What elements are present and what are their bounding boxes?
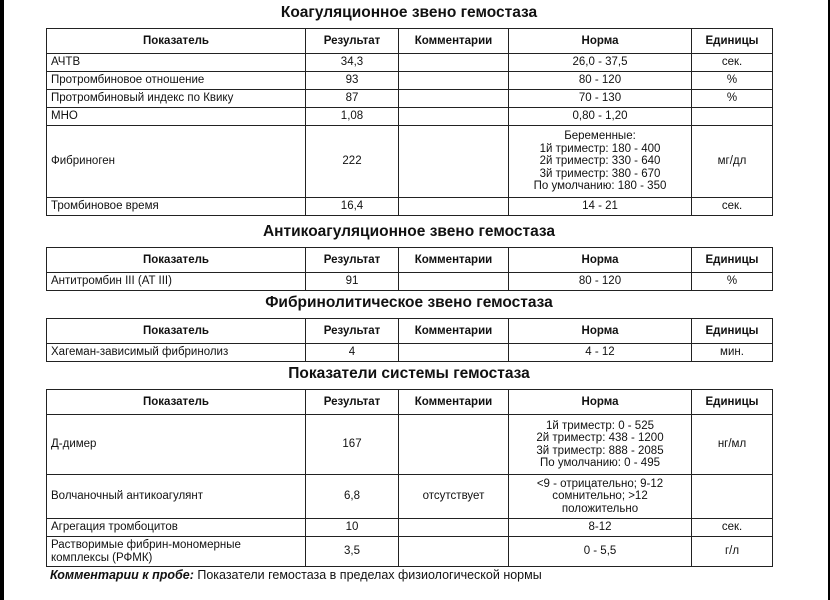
test-comment bbox=[399, 126, 509, 198]
test-result: 10 bbox=[306, 519, 399, 537]
test-result: 16,4 bbox=[306, 198, 399, 216]
test-norm: 8-12 bbox=[509, 519, 692, 537]
test-name: Протромбиновый индекс по Квику bbox=[47, 90, 306, 108]
test-comment bbox=[399, 90, 509, 108]
test-name: Д-димер bbox=[47, 415, 306, 475]
test-name: Растворимые фибрин-мономерные комплексы (РФМК) bbox=[47, 537, 306, 567]
table-row bbox=[47, 273, 773, 291]
test-comment bbox=[399, 537, 509, 567]
header-comment: Комментарии bbox=[399, 248, 509, 273]
norm-line: <9 - отрицательно; 9-12 bbox=[536, 477, 664, 490]
test-name: Агрегация тромбоцитов bbox=[47, 519, 306, 537]
header-norm: Норма bbox=[509, 319, 692, 344]
test-name: Протромбиновое отношение bbox=[47, 72, 306, 90]
section-title-coagulation: Коагуляционное звено гемостаза bbox=[280, 4, 538, 21]
sample-comment-label: Комментарии к пробе: bbox=[50, 568, 194, 582]
test-norm bbox=[509, 475, 692, 519]
test-name: Волчаночный антикоагулянт bbox=[47, 475, 306, 519]
test-units: сек. bbox=[692, 198, 773, 216]
test-comment bbox=[399, 273, 509, 291]
test-norm: 0,80 - 1,20 bbox=[509, 108, 692, 126]
header-name: Показатель bbox=[47, 390, 306, 415]
test-norm: 0 - 5,5 bbox=[509, 537, 692, 567]
test-norm: 4 - 12 bbox=[509, 344, 692, 362]
header-comment: Комментарии bbox=[399, 319, 509, 344]
test-units: мин. bbox=[692, 344, 773, 362]
test-name: Тромбиновое время bbox=[47, 198, 306, 216]
header-name: Показатель bbox=[47, 29, 306, 54]
table-row bbox=[47, 537, 773, 567]
table-row bbox=[47, 519, 773, 537]
test-comment: отсутствует bbox=[399, 475, 509, 519]
header-norm: Норма bbox=[509, 29, 692, 54]
test-units: сек. bbox=[692, 54, 773, 72]
test-result: 3,5 bbox=[306, 537, 399, 567]
header-name: Показатель bbox=[47, 319, 306, 344]
test-norm: 14 - 21 bbox=[509, 198, 692, 216]
test-comment bbox=[399, 54, 509, 72]
test-name: Фибриноген bbox=[47, 126, 306, 198]
section-title-fibrinolysis: Фибринолитическое звено гемостаза bbox=[265, 294, 553, 311]
test-comment bbox=[399, 72, 509, 90]
test-name: Хагеман-зависимый фибринолиз bbox=[47, 344, 306, 362]
test-units: % bbox=[692, 90, 773, 108]
table-row bbox=[47, 415, 773, 475]
table-header-row bbox=[47, 319, 773, 344]
test-result: 34,3 bbox=[306, 54, 399, 72]
norm-line: 3й триместр: 380 - 670 bbox=[539, 167, 661, 180]
header-result: Результат bbox=[306, 248, 399, 273]
table-row bbox=[47, 126, 773, 198]
test-norm: 80 - 120 bbox=[509, 72, 692, 90]
test-norm: 26,0 - 37,5 bbox=[509, 54, 692, 72]
test-comment bbox=[399, 415, 509, 475]
norm-line: 3й триместр: 888 - 2085 bbox=[536, 444, 664, 457]
test-units: мг/дл bbox=[692, 126, 773, 198]
section-title-hemostasis-system: Показатели системы гемостаза bbox=[288, 365, 530, 382]
test-norm bbox=[509, 126, 692, 198]
hemostasis-system-table bbox=[46, 389, 773, 567]
test-units bbox=[692, 108, 773, 126]
norm-line: 1й триместр: 180 - 400 bbox=[539, 142, 661, 155]
header-comment: Комментарии bbox=[399, 29, 509, 54]
norm-line: По умолчанию: 0 - 495 bbox=[540, 457, 660, 469]
test-comment bbox=[399, 519, 509, 537]
header-norm: Норма bbox=[509, 248, 692, 273]
header-result: Результат bbox=[306, 319, 399, 344]
header-name: Показатель bbox=[47, 248, 306, 273]
norm-line: 2й триместр: 438 - 1200 bbox=[536, 432, 664, 444]
test-result: 4 bbox=[306, 344, 399, 362]
test-comment bbox=[399, 198, 509, 216]
table-row bbox=[47, 344, 773, 362]
table-row bbox=[47, 54, 773, 72]
test-result: 167 bbox=[306, 415, 399, 475]
coagulation-table bbox=[46, 28, 773, 216]
norm-line: сомнительно; >12 bbox=[552, 490, 648, 503]
test-name: АЧТВ bbox=[47, 54, 306, 72]
test-result: 87 bbox=[306, 90, 399, 108]
header-units: Единицы bbox=[692, 29, 773, 54]
norm-line: 2й триместр: 330 - 640 bbox=[539, 155, 661, 168]
test-comment bbox=[399, 344, 509, 362]
table-row bbox=[47, 108, 773, 126]
fibrinolysis-table bbox=[46, 318, 773, 362]
header-result: Результат bbox=[306, 390, 399, 415]
table-row bbox=[47, 72, 773, 90]
table-row bbox=[47, 475, 773, 519]
header-result: Результат bbox=[306, 29, 399, 54]
test-result: 222 bbox=[306, 126, 399, 198]
norm-line: По умолчанию: 180 - 350 bbox=[533, 180, 667, 193]
test-units bbox=[692, 475, 773, 519]
test-units: нг/мл bbox=[692, 415, 773, 475]
test-units: сек. bbox=[692, 519, 773, 537]
test-name: МНО bbox=[47, 108, 306, 126]
table-header-row bbox=[47, 390, 773, 415]
test-norm: 70 - 130 bbox=[509, 90, 692, 108]
test-name: Антитромбин III (AT III) bbox=[47, 273, 306, 291]
test-comment bbox=[399, 108, 509, 126]
header-units: Единицы bbox=[692, 319, 773, 344]
anticoagulation-table bbox=[46, 247, 773, 291]
test-norm: 80 - 120 bbox=[509, 273, 692, 291]
test-units: г/л bbox=[692, 537, 773, 567]
table-header-row bbox=[47, 29, 773, 54]
test-norm bbox=[509, 415, 692, 475]
sample-comment-text: Показатели гемостаза в пределах физиологической нормы bbox=[193, 568, 542, 582]
norm-line: Беременные: bbox=[564, 130, 636, 143]
header-units: Единицы bbox=[692, 248, 773, 273]
table-row bbox=[47, 198, 773, 216]
test-result: 93 bbox=[306, 72, 399, 90]
test-result: 91 bbox=[306, 273, 399, 291]
test-units: % bbox=[692, 72, 773, 90]
test-units: % bbox=[692, 273, 773, 291]
test-result: 6,8 bbox=[306, 475, 399, 519]
header-comment: Комментарии bbox=[399, 390, 509, 415]
norm-line: положительно bbox=[561, 502, 639, 515]
section-title-anticoagulation: Антикоагуляционное звено гемостаза bbox=[262, 223, 556, 240]
sample-comment bbox=[50, 568, 542, 583]
norm-line: 1й триместр: 0 - 525 bbox=[545, 419, 654, 432]
test-result: 1,08 bbox=[306, 108, 399, 126]
table-header-row bbox=[47, 248, 773, 273]
header-units: Единицы bbox=[692, 390, 773, 415]
table-row bbox=[47, 90, 773, 108]
header-norm: Норма bbox=[509, 390, 692, 415]
left-border bbox=[0, 0, 4, 600]
